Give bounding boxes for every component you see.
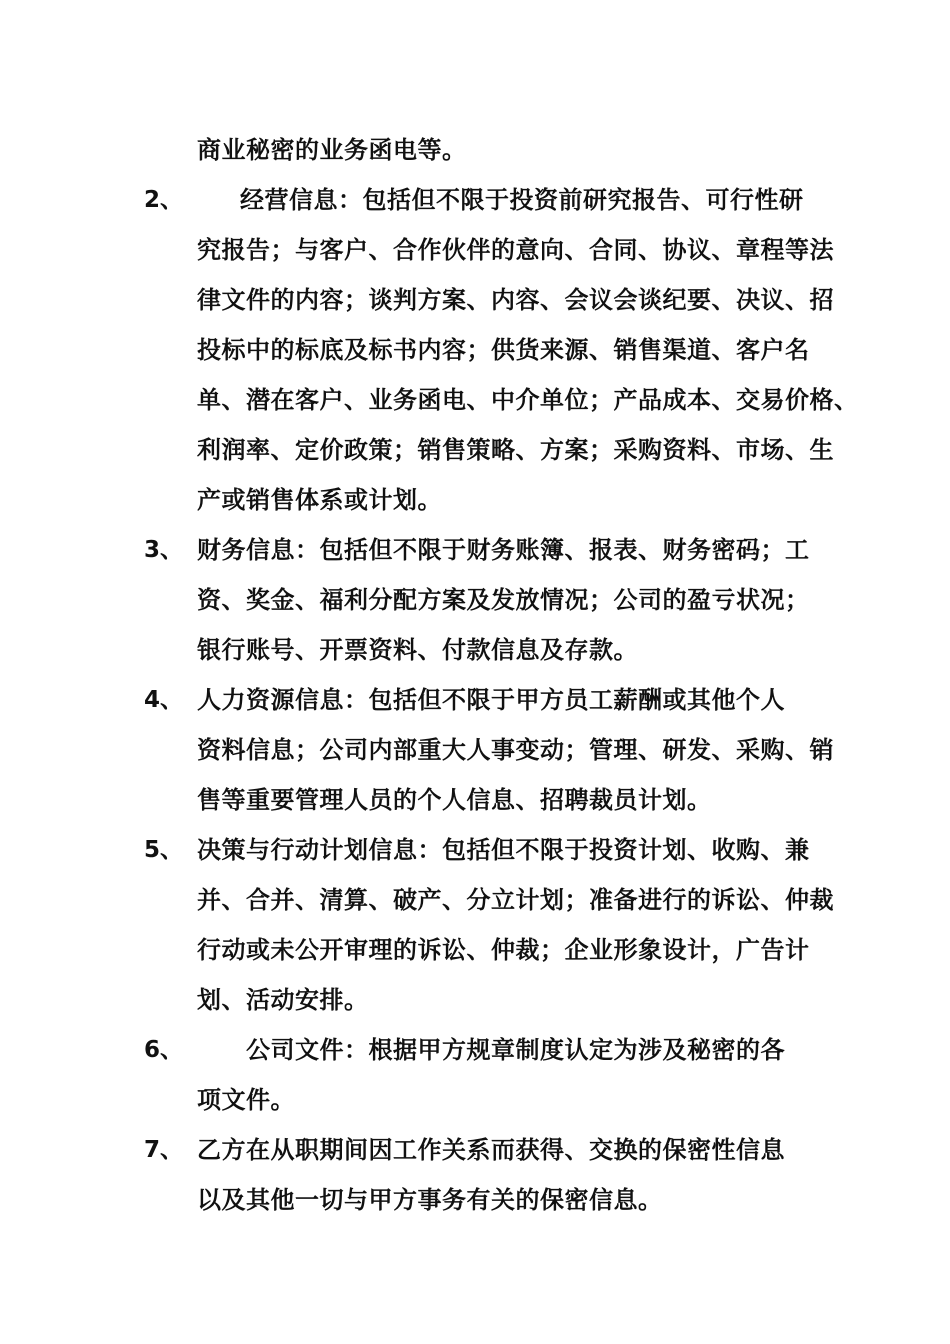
paragraph-line: 划、活动安排。 [197, 985, 369, 1014]
paragraph-line: 资、奖金、福利分配方案及发放情况；公司的盈亏状况； [197, 585, 810, 614]
paragraph-line: 投标中的标底及标书内容；供货来源、销售渠道、客户名 [197, 335, 810, 364]
paragraph-line: 产或销售体系或计划。 [197, 485, 442, 514]
paragraph-line: 公司文件：根据甲方规章制度认定为涉及秘密的各 [246, 1035, 785, 1064]
paragraph-line: 律文件的内容；谈判方案、内容、会议会谈纪要、决议、招 [197, 285, 834, 314]
paragraph-line: 乙方在从职期间因工作关系而获得、交换的保密性信息 [197, 1135, 785, 1164]
paragraph-line: 商业秘密的业务函电等。 [197, 135, 467, 164]
item-number: 6、 [144, 1037, 184, 1063]
paragraph-line: 并、合并、清算、破产、分立计划；准备进行的诉讼、仲裁 [197, 885, 834, 914]
paragraph-line: 银行账号、开票资料、付款信息及存款。 [197, 635, 638, 664]
paragraph-line: 售等重要管理人员的个人信息、招聘裁员计划。 [197, 785, 712, 814]
paragraph-line: 项文件。 [197, 1085, 295, 1114]
paragraph-line: 以及其他一切与甲方事务有关的保密信息。 [197, 1185, 663, 1214]
paragraph-line: 究报告；与客户、合作伙伴的意向、合同、协议、章程等法 [197, 235, 834, 264]
paragraph-line: 行动或未公开审理的诉讼、仲裁；企业形象设计，广告计 [197, 935, 810, 964]
paragraph-line: 人力资源信息：包括但不限于甲方员工薪酬或其他个人 [197, 685, 785, 714]
paragraph-line: 财务信息：包括但不限于财务账簿、报表、财务密码；工 [197, 535, 810, 564]
paragraph-line: 资料信息；公司内部重大人事变动；管理、研发、采购、销 [197, 735, 834, 764]
item-number: 5、 [144, 837, 184, 863]
paragraph-line: 决策与行动计划信息：包括但不限于投资计划、收购、兼 [197, 835, 810, 864]
paragraph-line: 单、潜在客户、业务函电、中介单位；产品成本、交易价格、 [197, 385, 859, 414]
item-number: 3、 [144, 537, 184, 563]
item-number: 7、 [144, 1137, 184, 1163]
item-number: 4、 [144, 687, 184, 713]
item-number: 2、 [144, 187, 184, 213]
paragraph-line: 利润率、定价政策；销售策略、方案；采购资料、市场、生 [197, 435, 834, 464]
paragraph-line: 经营信息：包括但不限于投资前研究报告、可行性研 [240, 185, 804, 214]
